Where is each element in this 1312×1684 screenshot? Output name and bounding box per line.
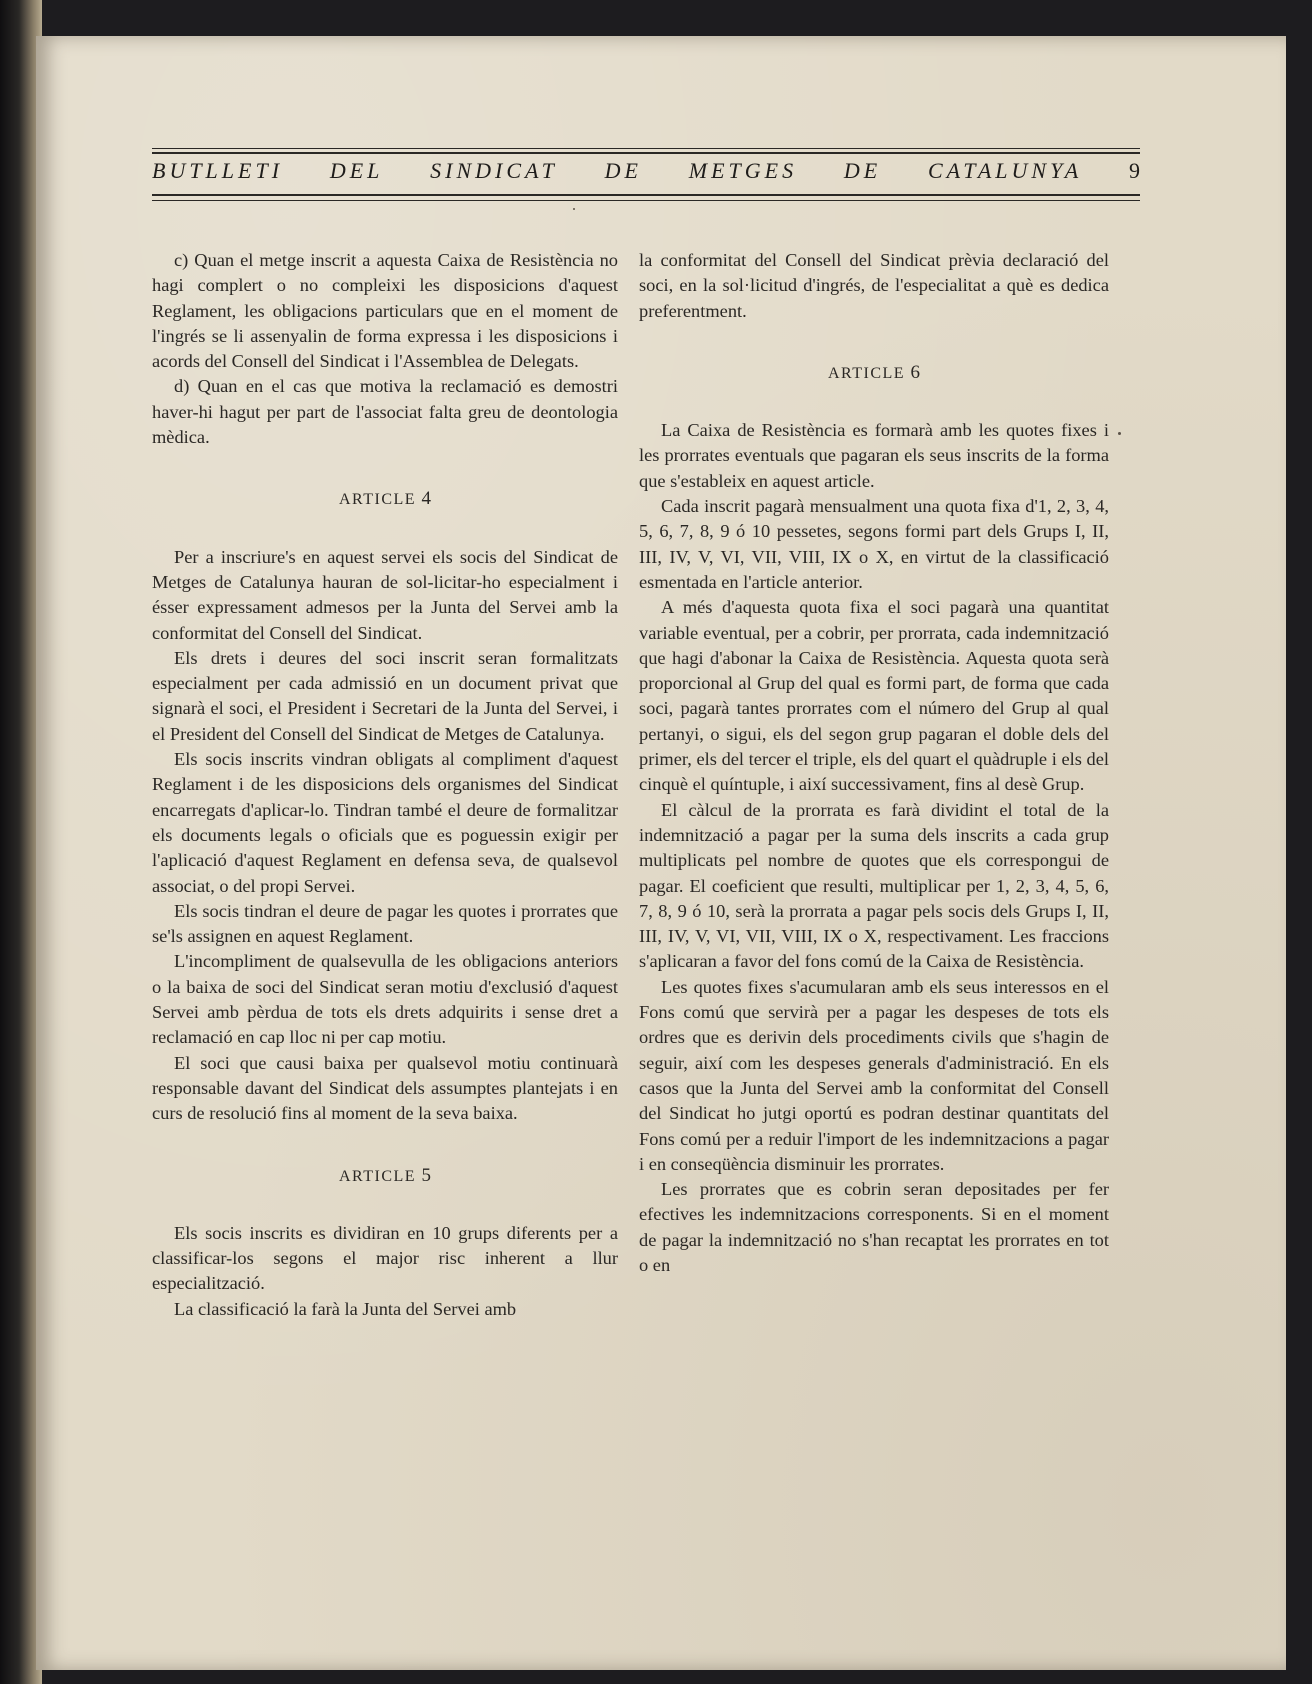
paragraph: Els socis inscrits vindran obligats al compliment d'aquest Reglament i de les disposicions dels organismes del Sindicat encarregats d'aplicar-lo. Tindran també el deure de formalitzar els documents legals o oficials que es poguessin exigir per l'aplicació d'aquest Reglament en defensa seva, de qualsevol associat, o del propi Servei. [152, 749, 618, 896]
paragraph: Cada inscrit pagarà mensualment una quota fixa d'1, 2, 3, 4, 5, 6, 7, 8, 9 ó 10 pessetes, segons formi part dels Grups I, II, III, IV, V, VI, VII, VIII, IX o X, en virtut de la classificació esmentada en l'article anterior. [639, 496, 1109, 592]
paragraph: c) Quan el metge inscrit a aquesta Caixa de Resistència no hagi complert o no compleixi les disposicions d'aquest Reglament, les obligacions particulars que en el moment de l'ingrés se li assenyalin de forma expressa i les disposicions i acords del Consell del Sindicat i l'Assemblea de Delegats. [152, 250, 618, 372]
header-rule-bottom-thin [152, 200, 1140, 201]
header-word: METGES [688, 158, 798, 183]
paragraph: La classificació la farà la Junta del Servei amb [174, 1298, 517, 1319]
paragraph: El soci que causi baixa per qualsevol motiu continuarà responsable davant del Sindicat dels assumptes plantejats i en curs de resolució fins al moment de la seva baixa. [152, 1052, 618, 1124]
paragraph: d) Quan en el cas que motiva la reclamació es demostri haver-hi hagut per part de l'associat falta greu de deontologia mèdica. [152, 376, 618, 448]
header-word: DE [604, 158, 642, 183]
paragraph: Els socis tindran el deure de pagar les quotes i prorrates que se'ls assignen en aquest Reglament. [152, 900, 618, 947]
header-rule-top-thin [152, 148, 1140, 149]
paragraph: la conformitat del Consell del Sindicat prèvia declaració del soci, en la sol·licitud d'ingrés, de l'especialitat a què es dedica preferentment. [639, 250, 1109, 321]
article-number: 4 [421, 488, 432, 510]
header-word: SINDICAT [430, 158, 558, 183]
article-label: ARTICLE [338, 491, 417, 509]
paragraph: Els socis inscrits es dividiran en 10 grups diferents per a classificar-los segons el major risc inherent a llur especialització. [152, 1222, 618, 1294]
page-header [152, 126, 1140, 206]
paragraph: El càlcul de la prorrata es farà dividint el total de la indemnització a pagar per la suma dels inscrits a cada grup multiplicats pel nombre de quotes que els correspongui de pagar. El coeficient que resulti, multiplicar per 1, 2, 3, 4, 5, 6, 7, 8, 9 ó 10, serà la prorrata a pagar pels socis dels Grups I, II, III, IV, V, VI, VII, VIII, IX o X, respectivament. Les fraccions s'aplicaran a favor del fons comú de la Caixa de Resistència. [639, 799, 1109, 972]
article-label: ARTICLE [827, 364, 906, 382]
article-number: 5 [421, 1164, 432, 1186]
paragraph: Les quotes fixes s'acumularan amb els seus interessos en el Fons comú que servirà per a pagar les despeses de tots els ordres que es derivin dels procediments civils que s'hagin de seguir, així com les despeses generals d'administració. En els casos que la Junta del Servei amb la conformitat del Consell del Sindicat ho jutgi oportú es podran destinar quantitats del Fons comú per a reduir l'import de les indemnitzacions a pagar i en conseqüència disminuir les prorrates. [639, 976, 1109, 1174]
document-page [36, 36, 1286, 1670]
paragraph: Per a inscriure's en aquest servei els socis del Sindicat de Metges de Catalunya hauran de sol-licitar-ho especialment i ésser expressament admesos per la Junta del Servei amb la conformitat del Consell del Sindicat. [152, 546, 618, 643]
article-heading-5 [152, 1163, 618, 1189]
paper-speck [1118, 432, 1121, 435]
paragraph: L'incompliment de qualsevulla de les obligacions anteriors o la baixa de soci del Sindicat seran motiu d'exclusió d'aquest Servei amb pèrdua de tots els drets adquirits i sense dret a reclamació en cap lloc ni per cap motiu. [152, 951, 618, 1048]
article-number: 6 [910, 361, 921, 383]
paragraph: La Caixa de Resistència es formarà amb les quotes fixes i les prorrates eventuals que pagaran els seus inscrits de la forma que s'estableix en aquest article. [639, 420, 1109, 491]
paragraph: Les prorrates que es cobrin seran depositades per fer efectives les indemnitzacions corresponents. Si en el moment de pagar la indemnització no s'han recaptat les prorrates en tot o en [639, 1179, 1109, 1275]
right-column [639, 248, 1109, 1278]
header-title [152, 158, 1140, 184]
left-column [152, 248, 618, 1322]
header-word: BUTLLETI [152, 158, 284, 183]
paper-speck [573, 208, 575, 210]
header-rule-bottom [152, 194, 1140, 196]
header-rule-top [152, 152, 1140, 154]
page-number: 9 [1128, 158, 1140, 183]
header-word: DEL [329, 158, 384, 183]
paragraph: Els drets i deures del soci inscrit seran formalitzats especialment per cada admissió en un document privat que signarà el soci, el President i Secretari de la Junta del Servei, i el President del Consell del Sindicat de Metges de Catalunya. [152, 647, 618, 744]
article-heading-6 [639, 360, 1109, 386]
header-word: DE [843, 158, 882, 183]
paragraph: A més d'aquesta quota fixa el soci pagarà una quantitat variable eventual, per a cobrir, per prorrata, cada indemnització que hagi d'abonar la Caixa de Resistència. Aquesta quota serà proporcional al Grup del qual es formi part, de forma que cada soci, pagarà tantes prorrates com el número del Grup al qual pertanyi, o sigui, els del segon grup pagaran el doble dels del primer, els del tercer el triple, els del quart el quàdruple i els del cinquè el quíntuple, i així successivament, fins al desè Grup. [639, 597, 1109, 795]
article-label: ARTICLE [338, 1167, 417, 1185]
article-heading-4 [152, 486, 618, 512]
header-word: CATALUNYA [927, 158, 1083, 183]
